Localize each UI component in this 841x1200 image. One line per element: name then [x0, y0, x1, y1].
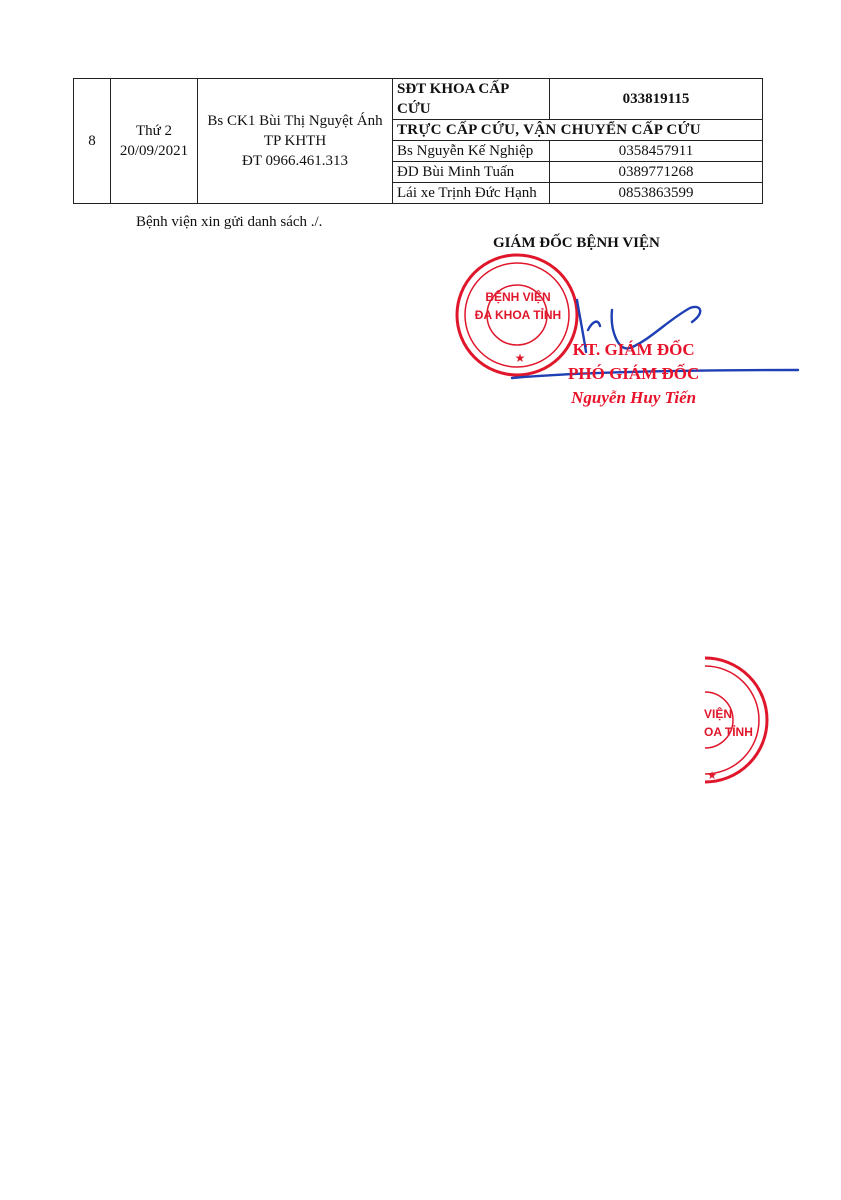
hotline-number: 033819115 [550, 79, 763, 120]
staff-name: ĐD Bùi Minh Tuấn [393, 162, 550, 183]
staff-phone: 0389771268 [550, 162, 763, 183]
svg-text:★: ★ [707, 769, 717, 782]
closing-text: Bệnh viện xin gửi danh sách ./. [136, 214, 323, 230]
staff-name: Bs Nguyễn Kế Nghiệp [393, 141, 550, 162]
date: 20/09/2021 [119, 143, 189, 159]
section-title: TRỰC CẤP CỨU, VẬN CHUYỂN CẤP CỨU [393, 120, 763, 141]
partial-seal-line-1: VIỆN [704, 707, 733, 721]
leader-name: Bs CK1 Bùi Thị Nguyệt Ánh [207, 113, 383, 129]
signature-title: GIÁM ĐỐC BỆNH VIỆN [493, 235, 660, 251]
leader-role: TP KHTH [263, 133, 327, 149]
staff-phone: 0853863599 [550, 183, 763, 204]
signer-name: Nguyễn Huy Tiến [571, 388, 697, 407]
seal-text [473, 288, 563, 324]
staff-phone: 0358457911 [550, 141, 763, 162]
staff-name: Lái xe Trịnh Đức Hạnh [393, 183, 550, 204]
acting-title: KT. GIÁM ĐỐC [572, 340, 695, 359]
partial-seal-text [704, 705, 764, 741]
row-number: 8 [74, 79, 111, 204]
partial-seal-line-2: OA TỈNH [704, 725, 753, 739]
svg-text:★: ★ [514, 351, 526, 365]
seal-line-2: ĐA KHOA TỈNH [474, 308, 562, 322]
hotline-label: SĐT KHOA CẤP CỨU [393, 79, 550, 120]
signature-block [568, 338, 699, 410]
deputy-title: PHÓ GIÁM ĐỐC [568, 364, 700, 383]
leader-phone: ĐT 0966.461.313 [242, 153, 348, 169]
seal-line-1: BỆNH VIỆN [485, 290, 551, 304]
weekday: Thứ 2 [135, 123, 173, 139]
